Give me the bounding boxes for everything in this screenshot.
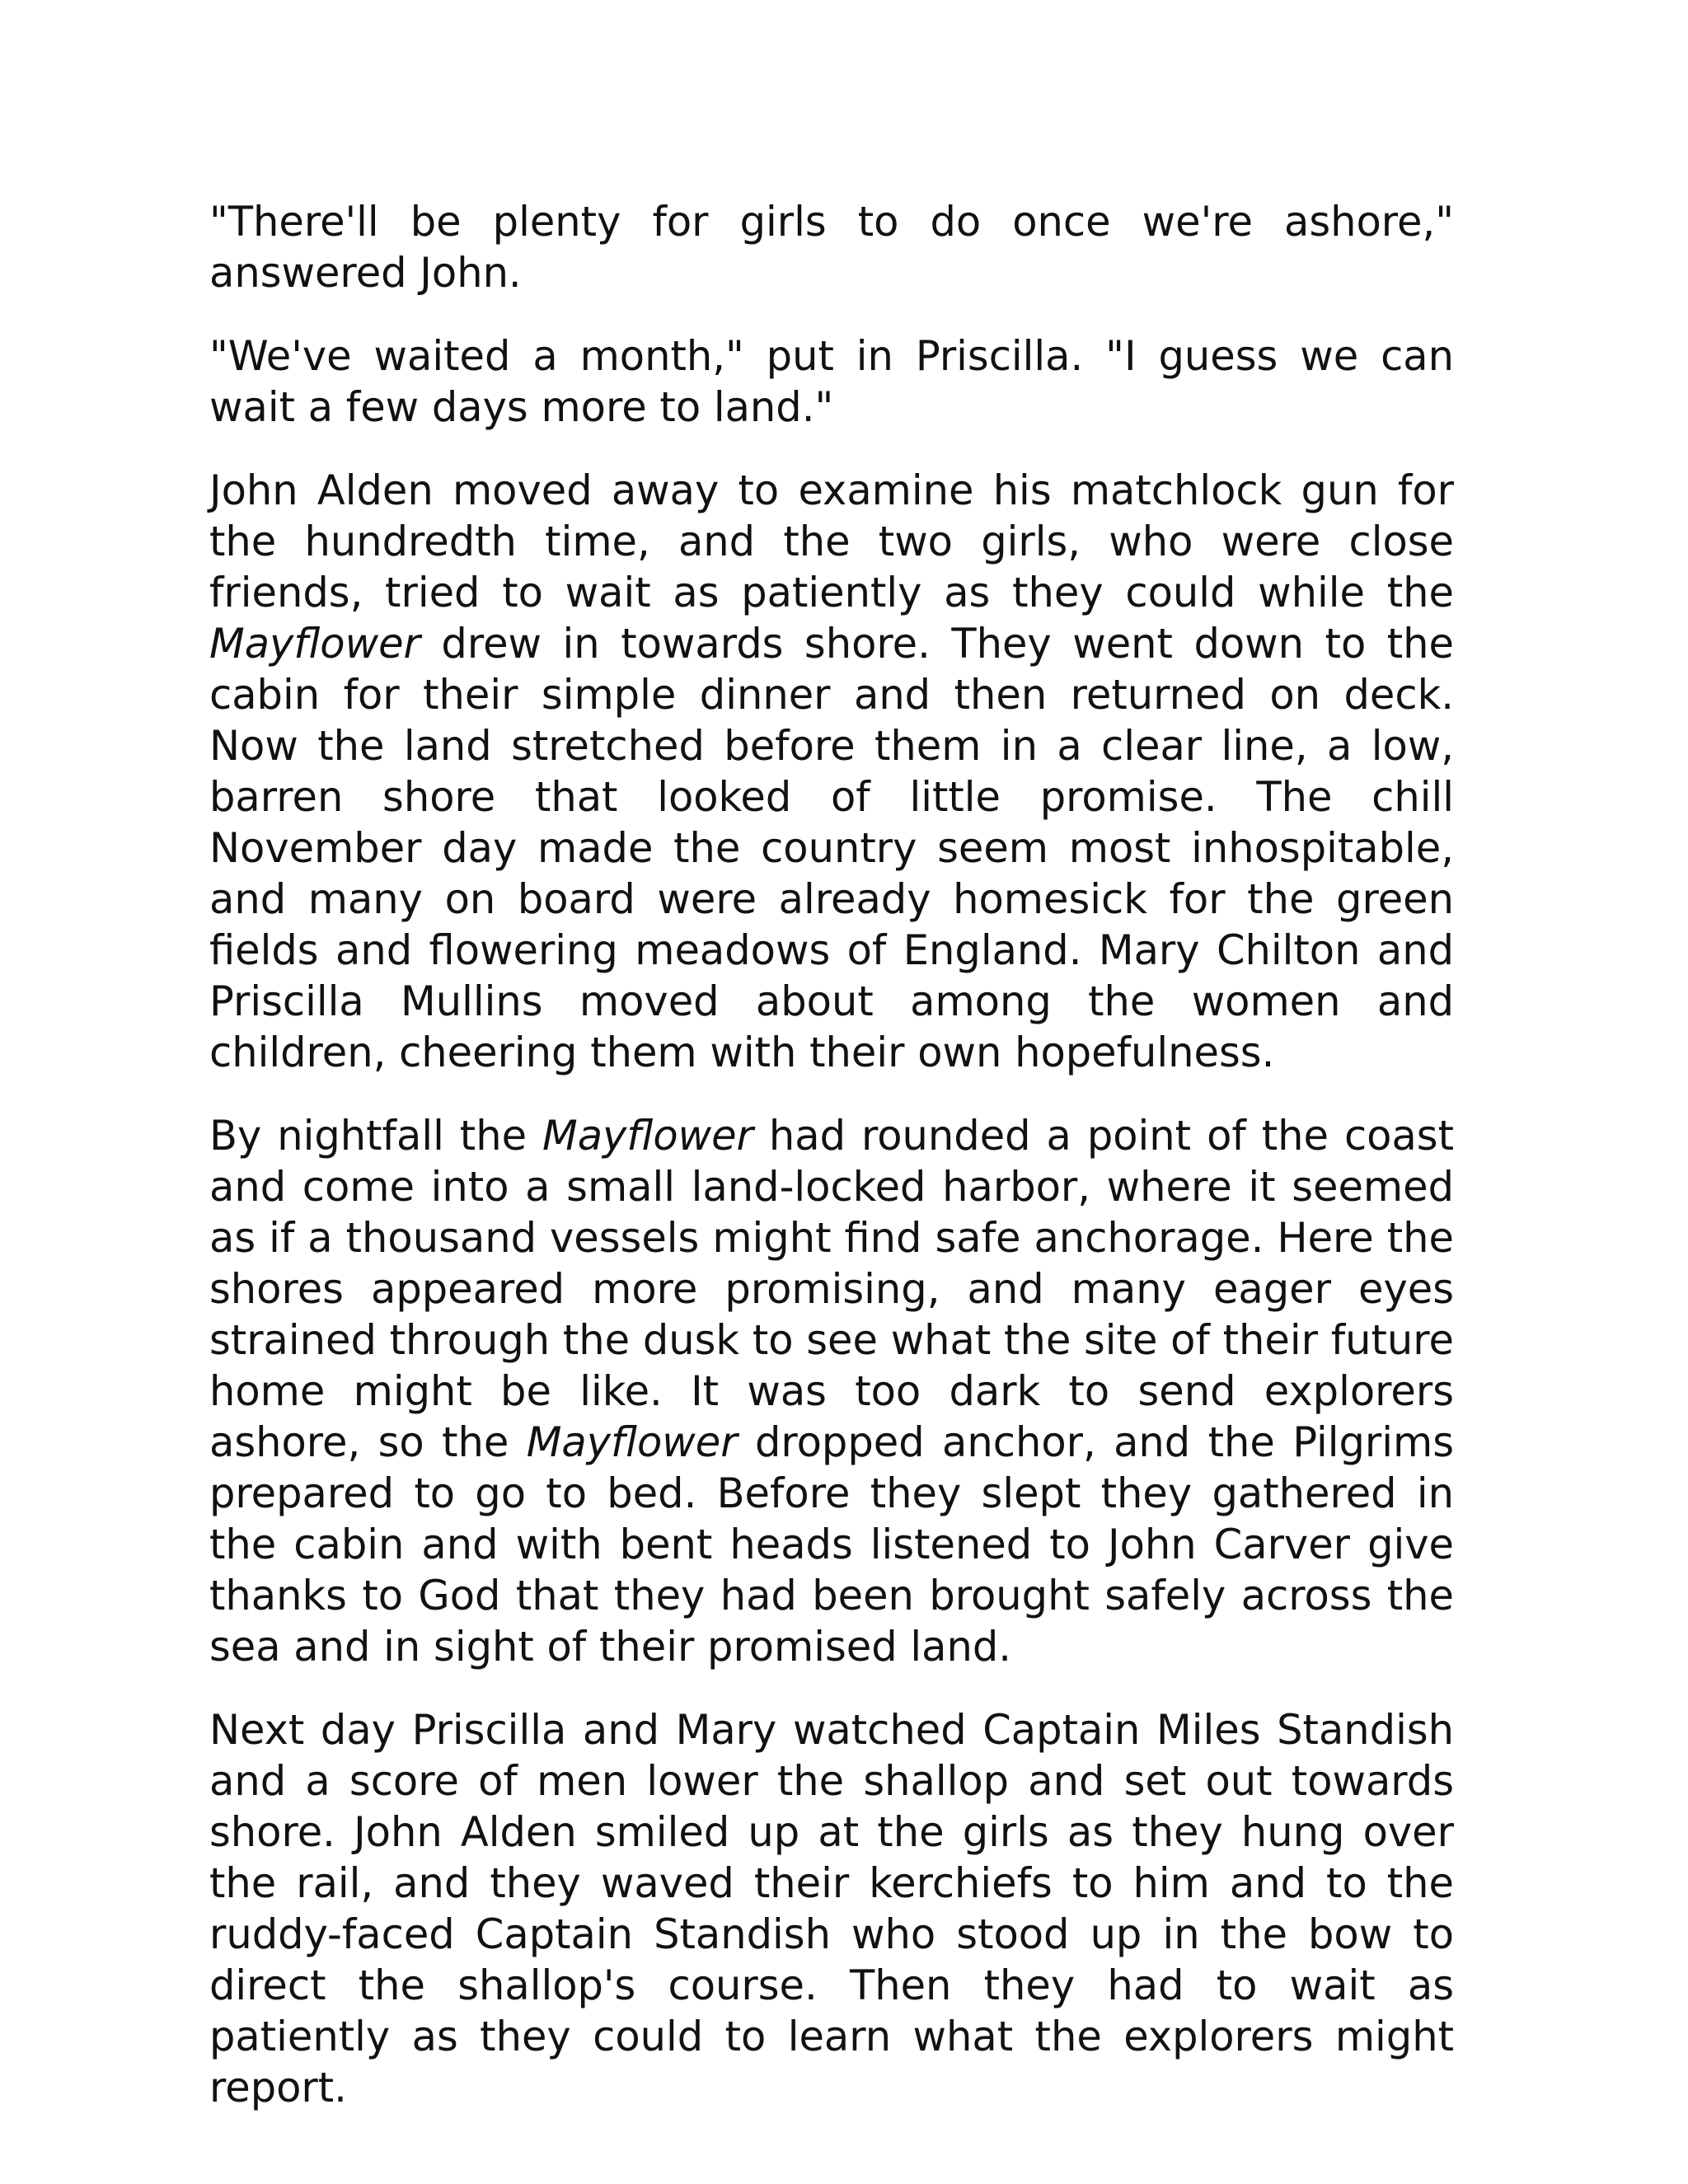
text-run: "We've waited a month," put in Priscilla. "I guess we can wait a few days more to land." <box>209 332 1454 431</box>
text-run: drew in towards shore. They went down to the cabin for their simple dinner and then returned on deck. Now the land stretched before them in a clear line, a low, barren shore that looked of little promise. The chill November day made the country seem most inhospitable, and many on board were already homesick for the green fields and flowering meadows of England. Mary Chilton and Priscilla Mullins moved about among the women and children, cheering them with their own hopefulness. <box>209 620 1454 1076</box>
text-run: Next day Priscilla and Mary watched Captain Miles Standish and a score of men lower the shallop and set out towards shore. John Alden smiled up at the girls as they hung over the rail, and they waved their kerchiefs to him and to the ruddy-faced Captain Standish who stood up in the bow to direct the shallop's course. Then they had to wait as patiently as they could to learn what the explorers might report. <box>209 1706 1454 2111</box>
text-run: had rounded a point of the coast and come into a small land-locked harbor, where it seemed as if a thousand vessels might find safe anchorage. Here the shores appeared more promising, and many eager eyes strained through the dusk to see what the site of their future home might be like. It was too dark to send explorers ashore, so the <box>209 1112 1454 1466</box>
paragraph <box>209 1110 1454 1672</box>
text-run: "There'll be plenty for girls to do once we're ashore," answered John. <box>209 198 1454 297</box>
page-body <box>209 196 1454 2145</box>
text-run: John Alden moved away to examine his matchlock gun for the hundredth time, and the two girls, who were close friends, tried to wait as patiently as they could while the <box>209 466 1454 616</box>
paragraph <box>209 465 1454 1078</box>
ship-name-italic: Mayflower <box>526 1418 738 1466</box>
paragraph <box>209 1704 1454 2113</box>
ship-name-italic: Mayflower <box>542 1112 753 1160</box>
text-run: dropped anchor, and the Pilgrims prepared to go to bed. Before they slept they gathered in the cabin and with bent heads listened to John Carver give thanks to God that they had been brought safely across the sea and in sight of their promised land. <box>209 1418 1454 1671</box>
text-run: By nightfall the <box>209 1112 543 1160</box>
paragraph <box>209 330 1454 433</box>
paragraph <box>209 196 1454 298</box>
ship-name-italic: Mayflower <box>209 620 420 668</box>
